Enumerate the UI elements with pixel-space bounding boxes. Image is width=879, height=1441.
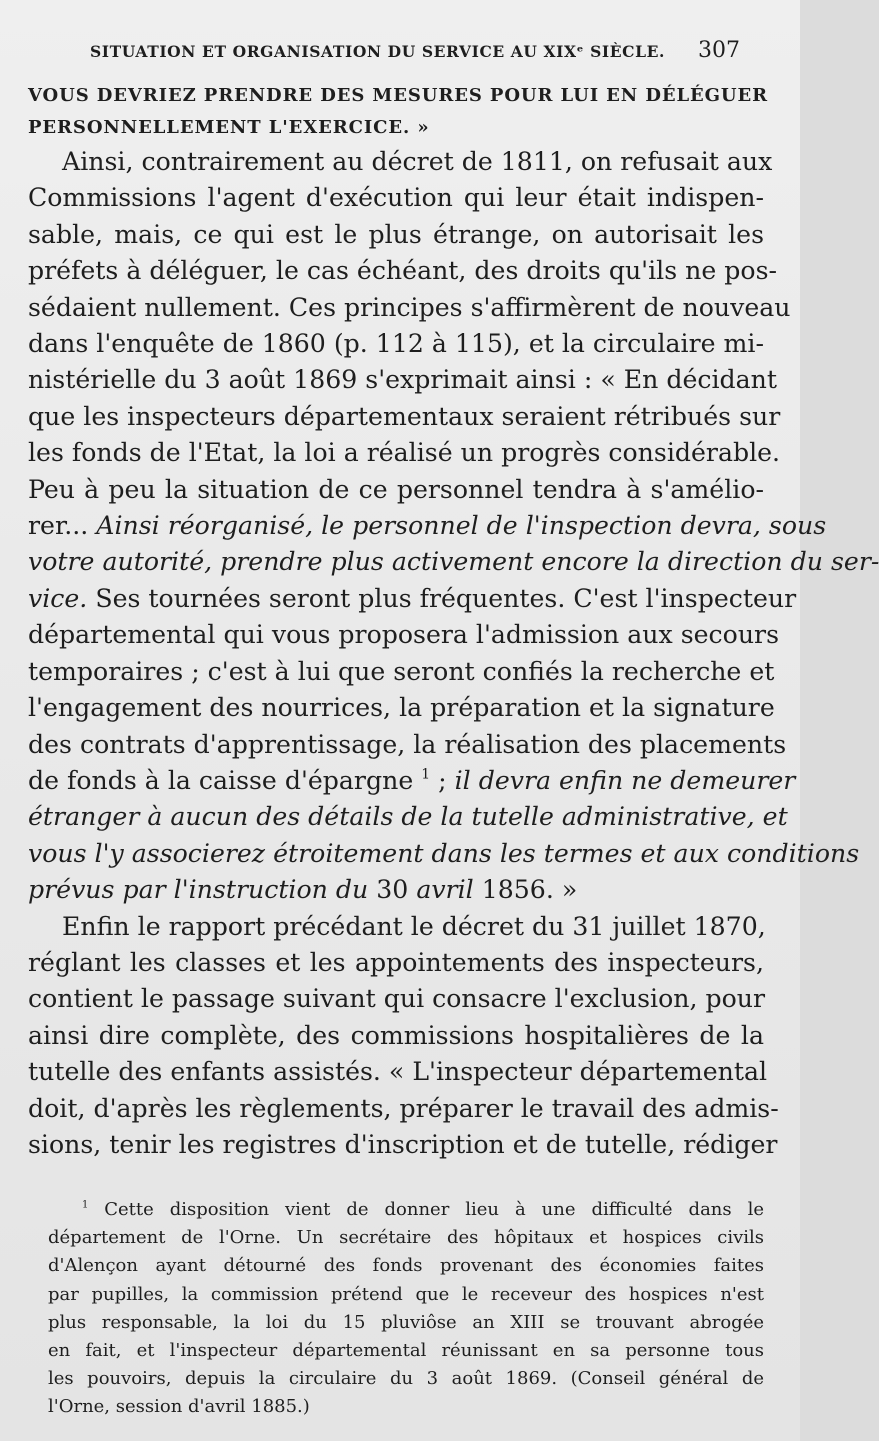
body-text (28, 80, 879, 1163)
footnote-line: les pouvoirs, depuis la circulaire du 3 août 1869. (Conseil général de (48, 1368, 764, 1390)
text-segment: 30 (368, 875, 417, 905)
running-head-title: SITUATION ET ORGANISATION DU SERVICE AU XIXᵉ SIÈCLE. (90, 42, 666, 61)
text-segment: rer... (28, 511, 97, 541)
text-line: les fonds de l'Etat, la loi a réalisé un progrès considérable. (28, 438, 781, 468)
footnotes (48, 1196, 764, 1422)
text-line: doit, d'après les règlements, préparer le travail des admis- (28, 1093, 779, 1123)
text-segment: de fonds à la caisse d'épargne (28, 765, 422, 795)
text-line: Enfin le rapport précédant le décret du 31 juillet 1870, (62, 911, 766, 941)
italic-segment: prévus par l'instruction du (28, 875, 369, 905)
footnote-line (48, 1196, 764, 1224)
text-line: préfets à déléguer, le cas échéant, des droits qu'ils ne pos- (28, 256, 778, 286)
footnote-line: d'Alençon ayant détourné des fonds provenant des économies faites (48, 1255, 764, 1277)
text-line: contient le passage suivant qui consacre l'exclusion, pour (28, 984, 766, 1014)
footnote-line: en fait, et l'inspecteur départemental réunissant en sa personne tous (48, 1340, 764, 1362)
text-line: temporaires ; c'est à lui que seront confiés la recherche et (28, 656, 775, 686)
text-line: que les inspecteurs départementaux seraient rétribués sur (28, 401, 781, 431)
text-line: VOUS DEVRIEZ PRENDRE DES MESURES POUR LUI EN DÉLÉGUER (28, 85, 768, 106)
italic-segment: il devra enfin ne demeurer (454, 765, 796, 795)
text-line: sable, mais, ce qui est le plus étrange, on autorisait les (28, 219, 764, 249)
text-line: tutelle des enfants assistés. « L'inspecteur départemental (28, 1057, 768, 1087)
text-line: sédaient nullement. Ces principes s'affirmèrent de nouveau (28, 292, 791, 322)
text-line: PERSONNELLEMENT L'EXERCICE. » (28, 117, 430, 138)
text-line (28, 508, 827, 544)
text-line: dans l'enquête de 1860 (p. 112 à 115), et la circulaire mi- (28, 329, 764, 359)
text-line: ainsi dire complète, des commissions hospitalières de la (28, 1020, 764, 1050)
italic-segment: vice. (28, 583, 88, 613)
text-line: nistérielle du 3 août 1869 s'exprimait ainsi : « En décidant (28, 365, 778, 395)
text-line (28, 581, 797, 617)
footnote-line: par pupilles, la commission prétend que le receveur des hospices n'est (48, 1283, 764, 1305)
text-line: l'engagement des nourrices, la préparation et la signature (28, 693, 775, 723)
text-line (28, 872, 764, 908)
text-line: Commissions l'agent d'exécution qui leur était indispen- (28, 183, 764, 213)
text-line: des contrats d'apprentissage, la réalisation des placements (28, 729, 787, 759)
text-line: Ainsi, contrairement au décret de 1811, on refusait aux (62, 147, 773, 176)
italic-segment: avril (416, 875, 474, 905)
footnote-line: département de l'Orne. Un secrétaire des hôpitaux et hospices civils (48, 1227, 764, 1249)
footnote-marker: 1 (421, 766, 431, 783)
text-line: départemental qui vous proposera l'admission aux secours (28, 620, 780, 650)
italic-text-line: vous l'y associerez étroitement dans les termes et aux conditions (28, 838, 860, 868)
text-line: Peu à peu la situation de ce personnel tendra à s'amélio- (28, 474, 764, 504)
italic-text-line: votre autorité, prendre plus activement encore la direction du ser- (28, 547, 879, 577)
text-segment: ; (430, 765, 455, 795)
running-head (90, 38, 740, 63)
footnote-number: 1 (82, 1199, 89, 1211)
text-segment: 1856. » (473, 875, 578, 905)
text-segment: Ses tournées seront plus fréquentes. C'est l'inspecteur (87, 583, 797, 613)
footnote-line: l'Orne, session d'avril 1885.) (48, 1396, 310, 1418)
text-segment: Cette disposition vient de donner lieu à une difficulté dans le (88, 1199, 764, 1220)
italic-segment: Ainsi réorganisé, le personnel de l'inspection devra, sous (96, 511, 827, 541)
page-number: 307 (698, 38, 740, 63)
text-line: sions, tenir les registres d'inscription et de tutelle, rédiger (28, 1129, 778, 1159)
text-line (28, 763, 796, 799)
text-line: réglant les classes et les appointements des inspecteurs, (28, 947, 764, 977)
footnote-line: plus responsable, la loi du 15 pluviôse an XIII se trouvant abrogée (48, 1311, 764, 1333)
italic-text-line: étranger à aucun des détails de la tutelle administrative, et (28, 802, 788, 832)
